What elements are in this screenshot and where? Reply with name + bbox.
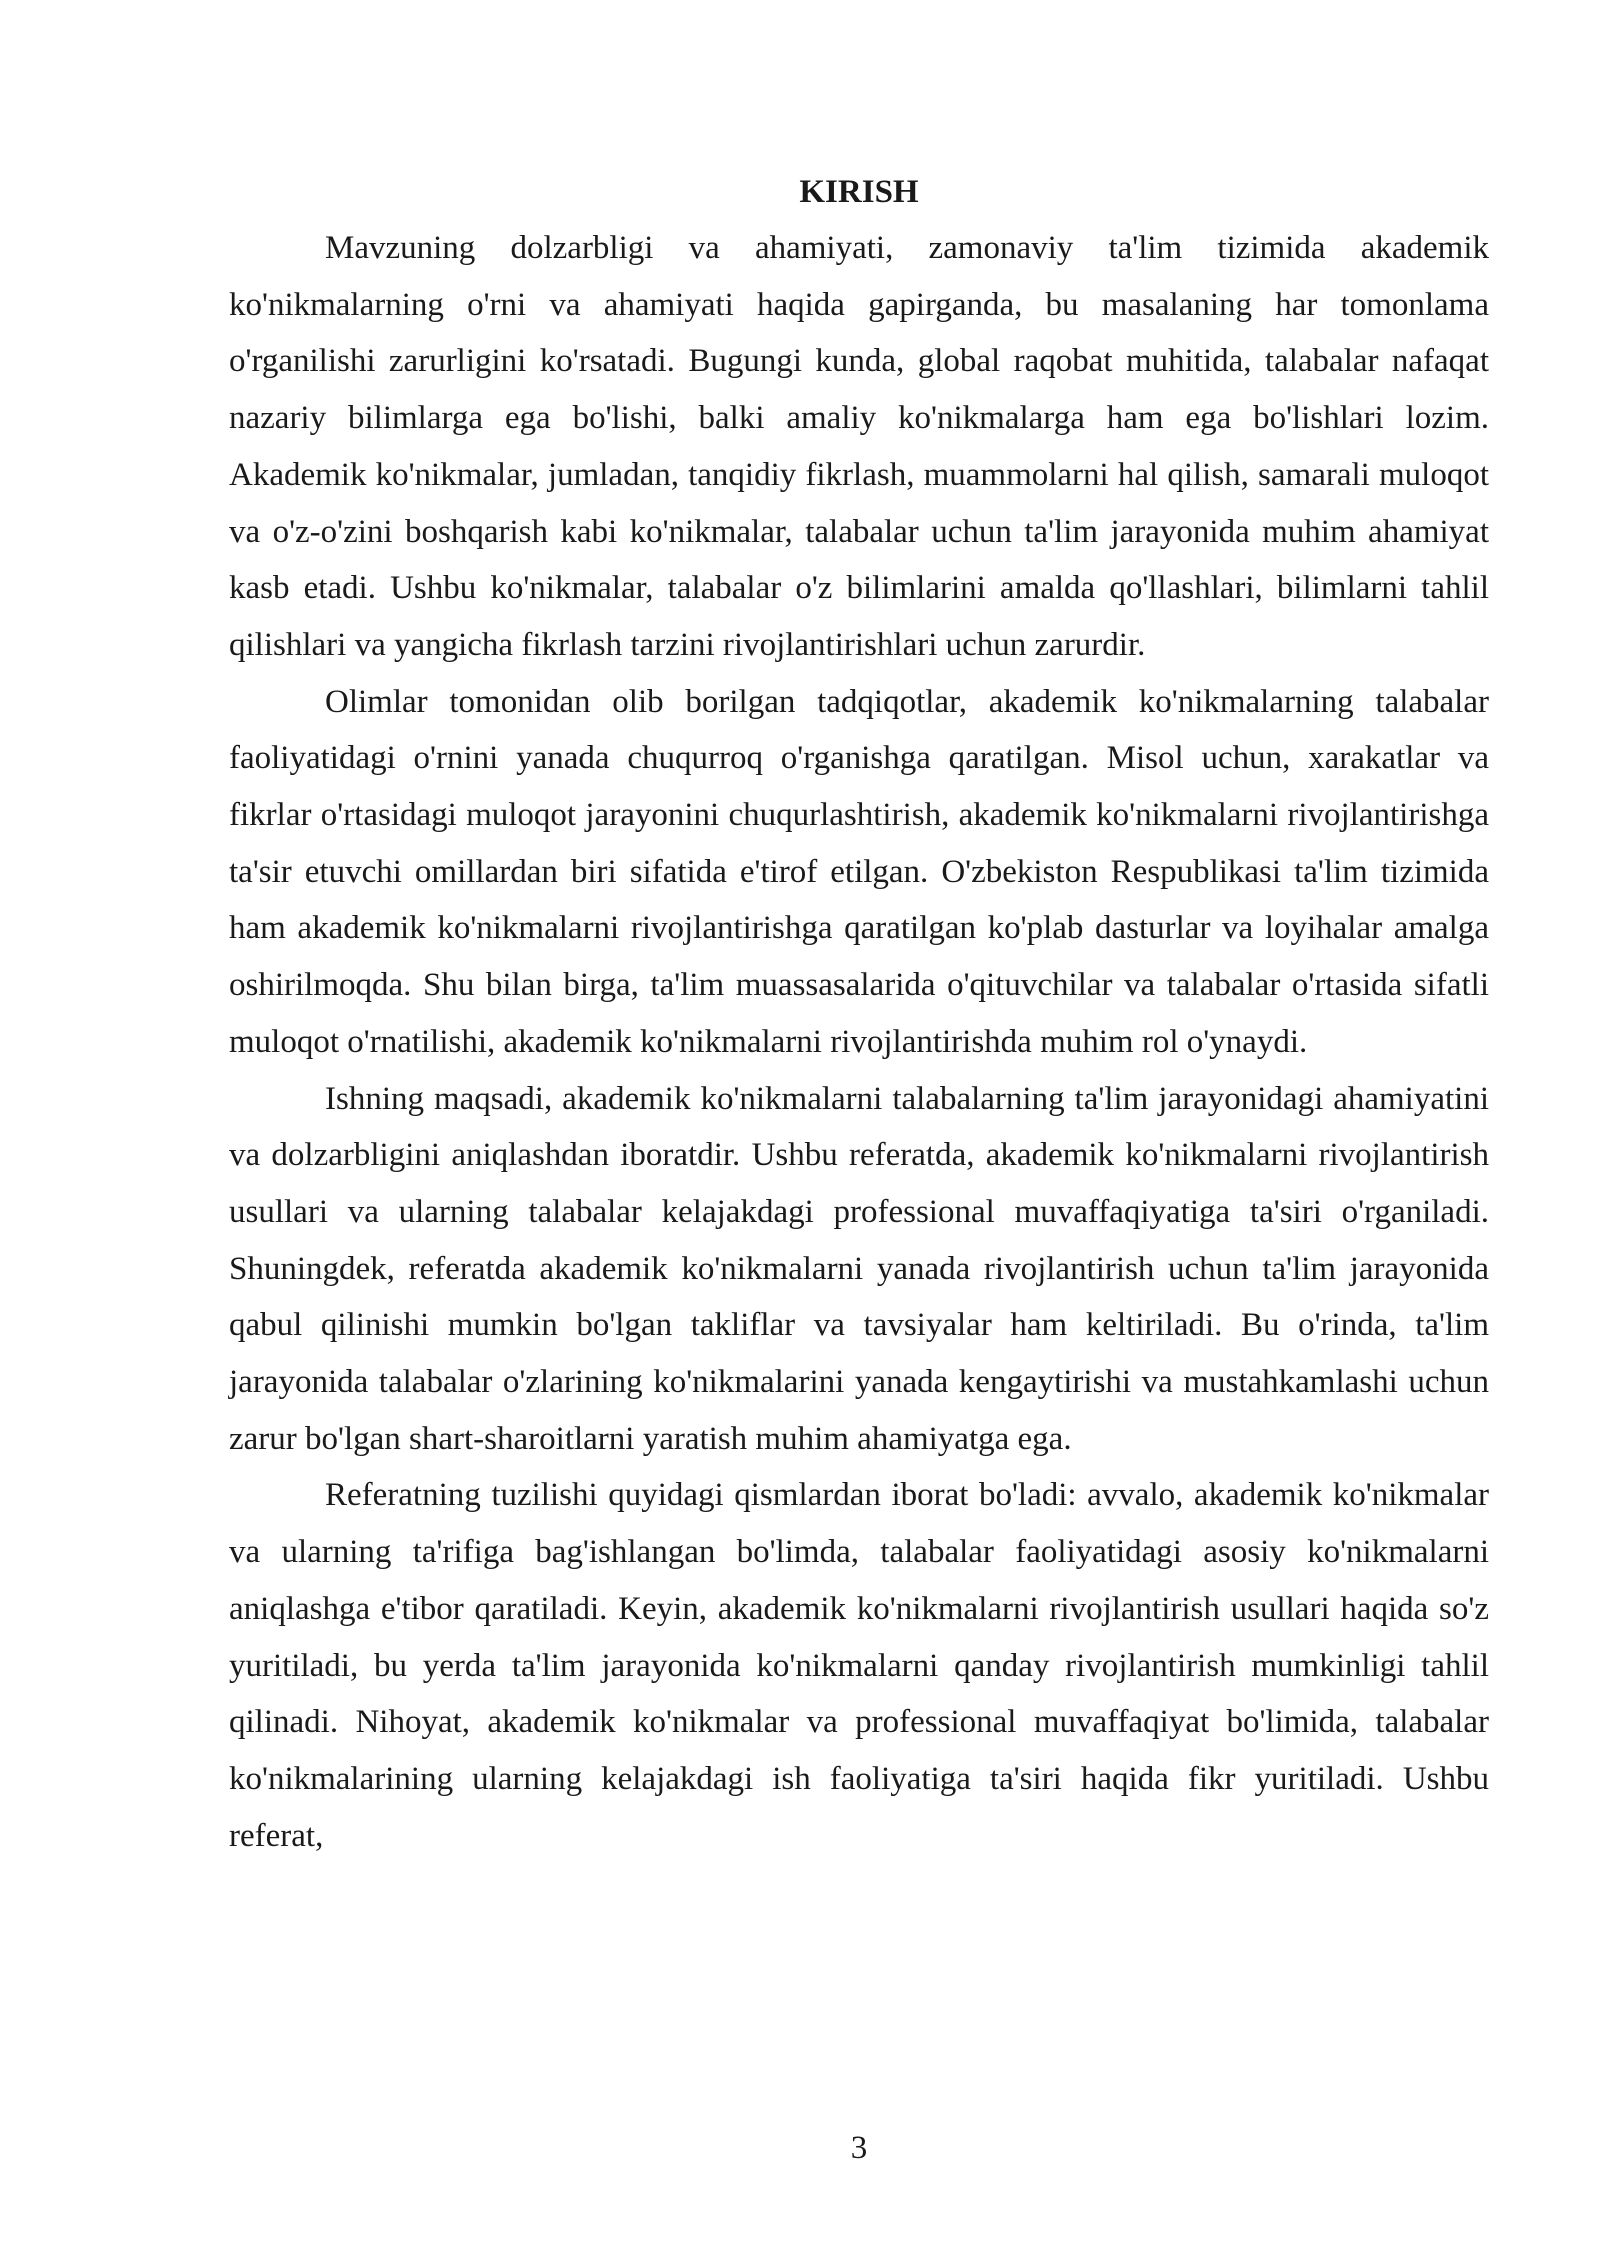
page-content [229, 164, 1489, 1864]
paragraph-structure: Referatning tuzilishi quyidagi qismlardan iborat bo'ladi: avvalo, akademik ko'nikmalar va ularning ta'rifiga bag'ishlangan bo'limda, talabalar faoliyatidagi asosiy ko'nikmalarni aniqlashga e'tibor qaratiladi. Keyin, akademik ko'nikmalarni rivojlantirish usullari haqida so'z yuritiladi, bu yerda ta'lim jarayonida ko'nikmalarni qanday rivojlantirish mumkinligi tahlil qilinadi. Nihoyat, akademik ko'nikmalar va professional muvaffaqiyat bo'limida, talabalar ko'nikmalarining ularning kelajakdagi ish faoliyatiga ta'siri haqida fikr yuritiladi. Ushbu referat, [229, 1477, 1489, 1854]
paragraph-goal: Ishning maqsadi, akademik ko'nikmalarni talabalarning ta'lim jarayonidagi ahamiyatini va dolzarbligini aniqlashdan iboratdir. Ushbu referatda, akademik ko'nikmalarni rivojlantirish usullari va ularning talabalar kelajakdagi professional muvaffaqiyatiga ta'siri o'rganiladi. Shuningdek, referatda akademik ko'nikmalarni yanada rivojlantirish uchun ta'lim jarayonida qabul qilinishi mumkin bo'lgan takliflar va tavsiyalar ham keltiriladi. Bu o'rinda, ta'lim jarayonida talabalar o'zlarining ko'nikmalarini yanada kengaytirishi va mustahkamlashi uchun zarur bo'lgan shart-sharoitlarni yaratish muhim ahamiyatga ega. [229, 1080, 1489, 1457]
paragraph-research: Olimlar tomonidan olib borilgan tadqiqotlar, akademik ko'nikmalarning talabalar faoliyatidagi o'rnini yanada chuqurroq o'rganishga qaratilgan. Misol uchun, xarakatlar va fikrlar o'rtasidagi muloqot jarayonini chuqurlashtirish, akademik ko'nikmalarni rivojlantirishga ta'sir etuvchi omillardan biri sifatida e'tirof etilgan. O'zbekiston Respublikasi ta'lim tizimida ham akademik ko'nikmalarni rivojlantirishga qaratilgan ko'plab dasturlar va loyihalar amalga oshirilmoqda. Shu bilan birga, ta'lim muassasalarida o'qituvchilar va talabalar o'rtasida sifatli muloqot o'rnatilishi, akademik ko'nikmalarni rivojlantirishda muhim rol o'ynaydi. [229, 683, 1489, 1060]
page-number: 3 [850, 2130, 868, 2166]
paragraph-relevance: Mavzuning dolzarbligi va ahamiyati, zamonaviy ta'lim tizimida akademik ko'nikmalarning o'rni va ahamiyati haqida gapirganda, bu masalaning har tomonlama o'rganilishi zarurligini ko'rsatadi. Bugungi kunda, global raqobat muhitida, talabalar nafaqat nazariy bilimlarga ega bo'lishi, balki amaliy ko'nikmalarga ham ega bo'lishlari lozim. Akademik ko'nikmalar, jumladan, tanqidiy fikrlash, muammolarni hal qilish, samarali muloqot va o'z-o'zini boshqarish kabi ko'nikmalar, talabalar uchun ta'lim jarayonida muhim ahamiyat kasb etadi. Ushbu ko'nikmalar, talabalar o'z bilimlarini amalda qo'llashlari, bilimlarni tahlil qilishlari va yangicha fikrlash tarzini rivojlantirishlari uchun zarurdir. [229, 230, 1489, 663]
page-title: KIRISH [799, 174, 919, 210]
